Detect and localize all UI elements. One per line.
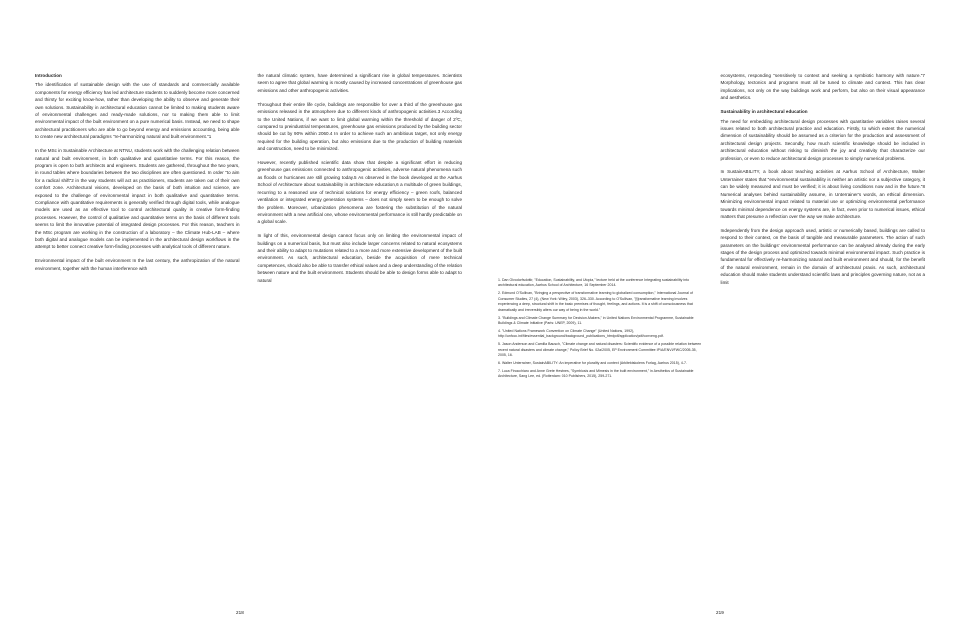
paragraph: Throughout their entire life cycle, buildings are responsible for over a third of the greenhouse gas emissions released in the atmosphere due to different kinds of anthropogenic activities.3 According to the United Nations, if we want to limit global warming within the threshold of danger of 2ºC, compared to preindustrial temperatures, greenhouse gas emissions produced by the building sector should be cut by 90% within 2060.4 In order to achieve such an ambitious target, not only energy required for the building operation, but also emissions due to the production of building materials and construction, need to be minimized. bbox=[257, 101, 462, 152]
paragraph: In the MSc in Sustainable Architecture at NTNU, students work with the challenging relation between natural and built environment, in both qualitative and quantitative terms. For this reason, the program is open to both architects and engineers. Students are gathered, throughout the two years, in round tables where boundaries between the two disciplines are often questioned. In order "to aim for a radical shift"2 in the way students will act as practitioners, students are taken out of their own comfort zone. Architectural visions, developed on the basis of both intuition and science, are exposed to the challenge of environmental impact in both qualitative and quantitative terms. Compliance with quantitative requirements is generally verified through digital tools, while analogue models are used as an effective tool to control architectural quality in creative form-finding processes. However, the control of qualitative and quantitative terms on the basis of different tools seems to limit the innovative potential of integrated design processes. For this reason, teachers in the MSc program are working in the construction of a laboratory – the Climate Hub-LAB – where both digital and analogue models can be implemented in the architectural design workflows in the attempt to better connect creative form-finding processes with analytical tools of different nature. bbox=[35, 148, 240, 250]
paragraph: In light of this, environmental design cannot focus only on limiting the environmental impact of buildings on a numerical basis, but must also include larger concerns related to natural ecosystems and their ability to adapt to mutations related to a more and more extensive development of the built environment. As such, architectural education, beside the acquisition of mere technical competences, should also be able to transfer ethical values and a deep understanding of the relation between nature and the built environment. Students should be able to design forms able to adapt to natural bbox=[257, 233, 462, 283]
endnote-item: 7. Luca Finocchiaro and Anne Grete Hestnes, "Symbiosis and Mimesis in the built environment," in Aesthetics of Sustainable Architecture, Sang Lee, ed. (Rotterdam: 010 Publishers, 2015), 259-271. bbox=[498, 368, 694, 379]
paragraph: Independently from the design approach used, artistic or numerically based, buildings are called to respond to their context, on the basis of tangible and measurable parameters. The action of such parameters on the buildings' environmental performance can be analysed already during the early stages of the design process and optimized towards minimal environmental impact. Such practice is fundamental for effectively re-harmonizing natural and built environment and should, for the benefit of the natural environment, remain in the domain of architectural praxis. As such, architectural education should make students understand scientific laws and principles governing nature, not as a limit bbox=[720, 227, 925, 285]
right-page bbox=[480, 0, 960, 637]
paragraph: The identification of sustainable design with the use of standards and commercially available components for energy efficiency has led architecture students to suddenly become more concerned and thirsty for exciting know-how, rather than developing the ability to observe and generate their own solutions. Sustainability in architectural education cannot be limited to making students aware of environmental challenges and ready-made solutions, nor to making them able to limit environmental impact of the built environment on a pure numerical basis. Instead, we need to shape architectural practitioners who are able to go beyond energy and emissions accounting, being able to create new architectural paradigms "re-harmonizing natural and built environment."1 bbox=[35, 82, 240, 140]
section-heading-sustainability: Sustainability in architectural education bbox=[720, 109, 808, 115]
paragraph: In SustainABILITY, a book about teaching activities at Aarhus School of Architecture, Walter Unterrainer states that "environmental sustainability is neither an artistic nor a subjective category, it can be widely measured and must be verified; it is about living conditions now and in the future."8 Numerical analyses behind sustainability assume, in Unterrainer's words, an ethical dimension. Minimizing environmental impact related to material use or optimizing environmental performance towards minimal dependence on energy systems are, in fact, even prior to numerical issues, ethical matters that presume a reflection over the way we make architecture. bbox=[720, 169, 925, 219]
right-column-1-notes bbox=[498, 72, 712, 589]
endnote-item: 1. Dan Olvodorfsdottir, "Education, Sustainability, and Utopia," lecture held at the conference Integrating sustainability into architectural education, Aarhus School of Architecture, 16 September 2014. bbox=[498, 278, 690, 288]
endnote-item: 5. Jason Anderson and Camilla Bausch, "Climate change and natural disasters: Scientific evidence of a possible relation between recent natural disasters and climate change," Policy Brief No. 02a/2005, EP Environment Committee IP/A/ENVI/FWC/2005-35, 2005, 16. bbox=[498, 342, 702, 358]
right-column-2 bbox=[712, 72, 926, 589]
paragraph: However, recently published scientific data show that despite a significant effort in reducing greenhouse gas emissions connected to anthropogenic activities, adverse natural phenomena such as floods or hurricanes are still growing today.5 As observed in the book developed at the Aarhus School of Architecture about sustainability in architecture education,6 a multitude of green buildings, recurring to a reasoned use of technical solutions for energy efficiency – green roofs, balanced ventilation or integrated energy generation systems – does not simply seem to be enough to solve the problem. Moreover, urbanization phenomena are fostering the substitution of the natural environment with a new artificial one, whose environmental performance is still hardly predictable on a global scale. bbox=[257, 160, 462, 225]
paragraph: Environmental impact of the built environment In the last century, the anthropization of the natural environment, together with the human interference with bbox=[35, 258, 240, 271]
page-number-right: 219 bbox=[716, 610, 724, 615]
endnotes-list bbox=[498, 278, 703, 380]
endnote-item: 6. Walter Unterrainer, SustainABILITY: An imperative for plurality and context (Arkitektskolens Forlag, Aarhus 2015), 4-7. bbox=[498, 360, 688, 365]
page-number-left: 218 bbox=[236, 610, 244, 615]
endnote-item: 3. "Buildings and Climate Change Summary for Decision-Makers," in United Nations Environmental Programme, Sustainable Buildings & Climate Initiative (Paris: UNEP, 2009), 11. bbox=[498, 315, 694, 325]
left-column-1 bbox=[35, 72, 249, 589]
endnote-item: 4. "United Nations Framework Convention on Climate Change" (United Nations, 1992), http://unfccc.int/files/essential_background/background_publications_htmlpdf/application/pdf/conveng.pdf. bbox=[498, 328, 664, 339]
paragraph: The need for embedding architectural design processes with quantitative variables raises several issues related to both architectural practice and education. Firstly, to which extent the numerical dimension of sustainability should be assumed as a criterion for the production and assessment of architectural design projects. Secondly, how much scientific knowledge should be included in architectural education without risking to diminish the joy and creativity that characterize our profession, or even to reduce architectural design processes to simply numerical problems. bbox=[720, 118, 925, 161]
paragraph: ecosystems, responding "sensitively to context and seeking a symbiotic harmony with nature."7 Morphology, tectonics and programs must all be tuned to climate and context. This has clear implications, not only on the way buildings work and perform, but also on their visual appearance and aesthetics. bbox=[720, 73, 925, 101]
endnote-item: 2. Edmund O'Sullivan, "Bringing a perspective of transformative learning to globalized consumption," International Journal of Consumer Studies, 27 (4), (New York: Wiley, 2003), 326–330. According to O'Sullivan, "[t]ransformative learning involves experiencing a deep, structural shift in the basic premises of thought, feelings, and actions. It is a shift of consciousness that dramatically and irreversibly alters our way of being in the world." bbox=[498, 291, 693, 312]
paragraph: the natural climatic system, have determined a significant rise in global temperatures. Scientists seem to agree that global warming is mostly caused by increased concentrations of greenhouse gas emissions and other anthropogenic activities. bbox=[257, 73, 462, 93]
section-heading-introduction: Introduction bbox=[35, 73, 62, 78]
left-column-2 bbox=[249, 72, 463, 589]
